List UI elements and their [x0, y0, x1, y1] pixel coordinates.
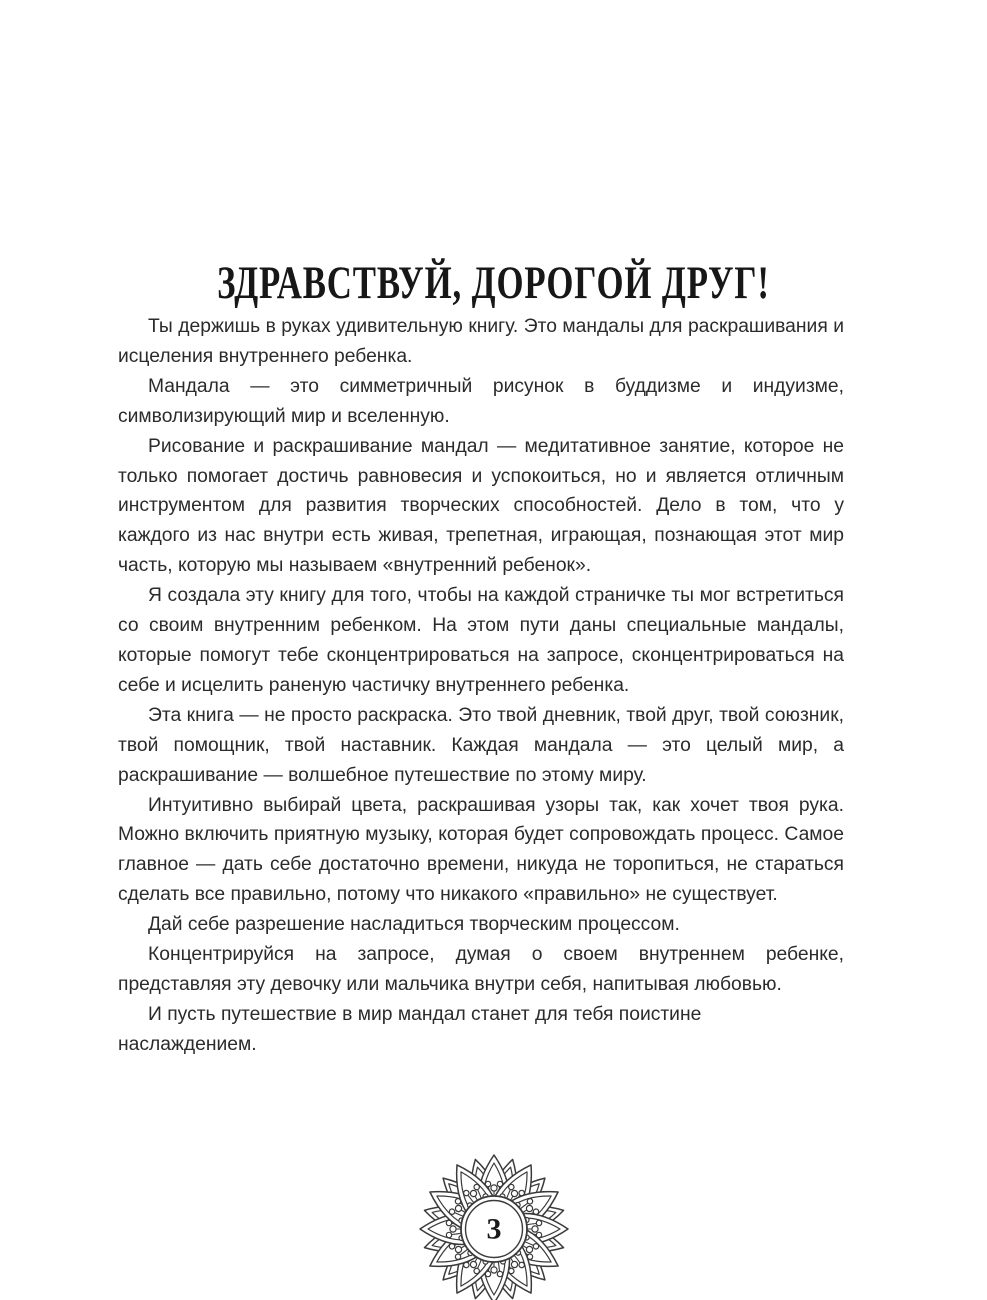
paragraph: Мандала — это симметричный рисунок в буддизме и индуизме, символизирующий мир и вселенную.	[118, 375, 844, 427]
paragraph: Рисование и раскрашивание мандал — медитативное занятие, которое не только помогает достичь равновесия и успокоиться, но и является отличным инструментом для развития творческих способностей. Дело в том, что у каждого из нас внутри есть живая, трепетная, играющая, познающая этот мир часть, которую мы называем «внутренний ребенок».	[118, 435, 844, 577]
page-number-ornament	[411, 1146, 577, 1300]
page-title: ЗДРАВСТВУЙ, ДОРОГОЙ ДРУГ!	[217, 257, 770, 310]
body-text	[118, 312, 844, 1060]
paragraph: Концентрируйся на запросе, думая о своем внутреннем ребенке, представляя эту девочку или мальчика внутри себя, напитывая любовью.	[118, 944, 844, 995]
mandala-flower-icon	[411, 1146, 577, 1300]
paragraph: Эта книга — не просто раскраска. Это твой дневник, твой друг, твой союзник, твой помощник, твой наставник. Каждая мандала — это целый мир, а раскрашивание — волшебное путешествие по этому миру.	[118, 704, 844, 786]
paragraph: Я создала эту книгу для того, чтобы на каждой страничке ты мог встретиться со своим внутренним ребенком. На этом пути даны специальные мандалы, которые помогут тебе сконцентрироваться на запросе, сконцентрироваться на себе и исцелить раненую частичку внутреннего ребенка.	[118, 585, 844, 696]
paragraph: Ты держишь в руках удивительную книгу. Это мандалы для раскрашивания и исцеления внутреннего ребенка.	[118, 316, 844, 367]
paragraph: Дай себе разрешение насладиться творческим процессом.	[148, 914, 680, 936]
paragraph: И пусть путешествие в мир мандал станет для тебя поистине наслаждением.	[118, 1003, 702, 1055]
paragraph: Интуитивно выбирай цвета, раскрашивая узоры так, как хочет твоя рука. Можно включить приятную музыку, которая будет сопровождать процесс. Самое главное — дать себе достаточно времени, никуда не торопиться, не стараться сделать все правильно, потому что никакого «правильно» не существует.	[118, 794, 844, 906]
page-number: 3	[486, 1212, 501, 1246]
